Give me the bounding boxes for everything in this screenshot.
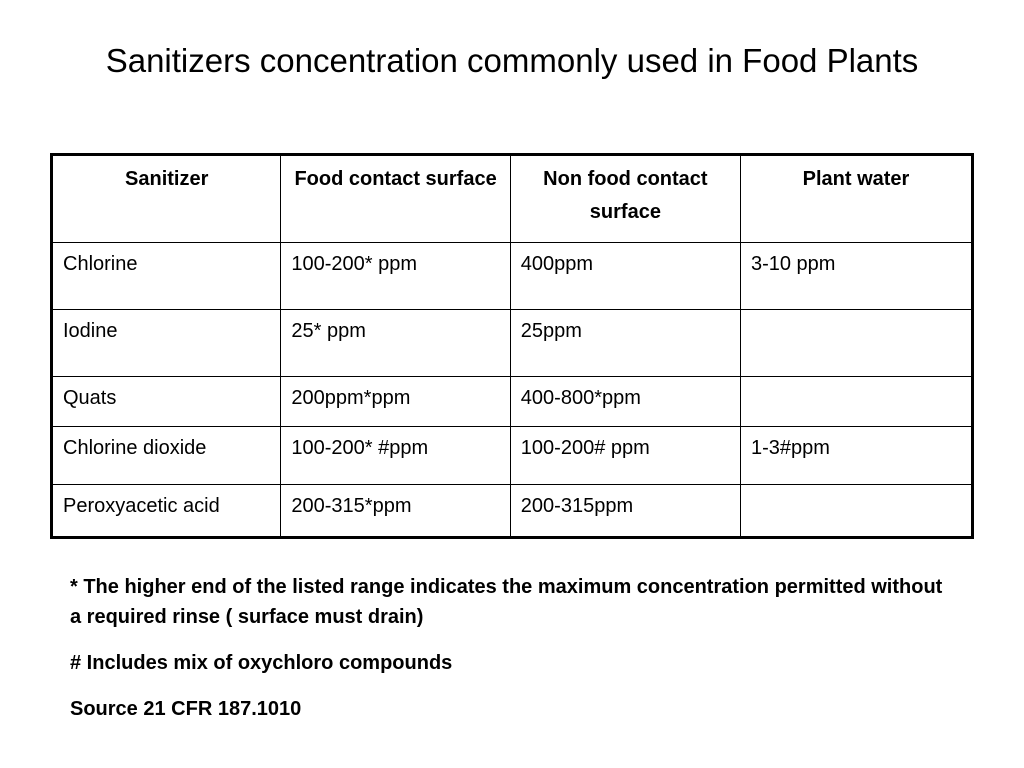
footnotes xyxy=(70,572,950,740)
cell-plant-water xyxy=(740,485,972,538)
hash-footnote: # Includes mix of oxychloro compounds xyxy=(70,652,453,674)
cell-food-contact: 200ppm*ppm xyxy=(281,377,510,427)
header-plant-water: Plant water xyxy=(740,155,972,243)
cell-food-contact: 100-200* ppm xyxy=(281,243,510,310)
sanitizer-table xyxy=(50,153,974,539)
header-food-contact-surface: Food contact surface xyxy=(281,155,510,243)
cell-plant-water xyxy=(740,310,972,377)
header-sanitizer: Sanitizer xyxy=(52,155,281,243)
slide-title: Sanitizers concentration commonly used in Food Plants xyxy=(105,42,919,79)
cell-sanitizer: Quats xyxy=(52,377,281,427)
cell-non-food-contact: 400-800*ppm xyxy=(510,377,740,427)
table-row xyxy=(52,427,973,485)
table-header-row xyxy=(52,155,973,243)
cell-non-food-contact: 400ppm xyxy=(510,243,740,310)
cell-non-food-contact: 200-315ppm xyxy=(510,485,740,538)
cell-sanitizer: Chlorine dioxide xyxy=(52,427,281,485)
cell-non-food-contact: 100-200# ppm xyxy=(510,427,740,485)
cell-plant-water: 1-3#ppm xyxy=(740,427,972,485)
cell-sanitizer: Peroxyacetic acid xyxy=(52,485,281,538)
asterisk-footnote: * The higher end of the listed range indicates the maximum concentration permitted without a required rinse ( surface must drain) xyxy=(70,576,943,628)
table-row xyxy=(52,377,973,427)
cell-plant-water: 3-10 ppm xyxy=(740,243,972,310)
cell-sanitizer: Iodine xyxy=(52,310,281,377)
source-citation: Source 21 CFR 187.1010 xyxy=(70,698,302,720)
cell-food-contact: 100-200* #ppm xyxy=(281,427,510,485)
cell-food-contact: 200-315*ppm xyxy=(281,485,510,538)
cell-food-contact: 25* ppm xyxy=(281,310,510,377)
table-row xyxy=(52,310,973,377)
header-non-food-contact-surface: Non food contact surface xyxy=(510,155,740,243)
cell-non-food-contact: 25ppm xyxy=(510,310,740,377)
table-row xyxy=(52,243,973,310)
cell-plant-water xyxy=(740,377,972,427)
cell-sanitizer: Chlorine xyxy=(52,243,281,310)
table-row xyxy=(52,485,973,538)
